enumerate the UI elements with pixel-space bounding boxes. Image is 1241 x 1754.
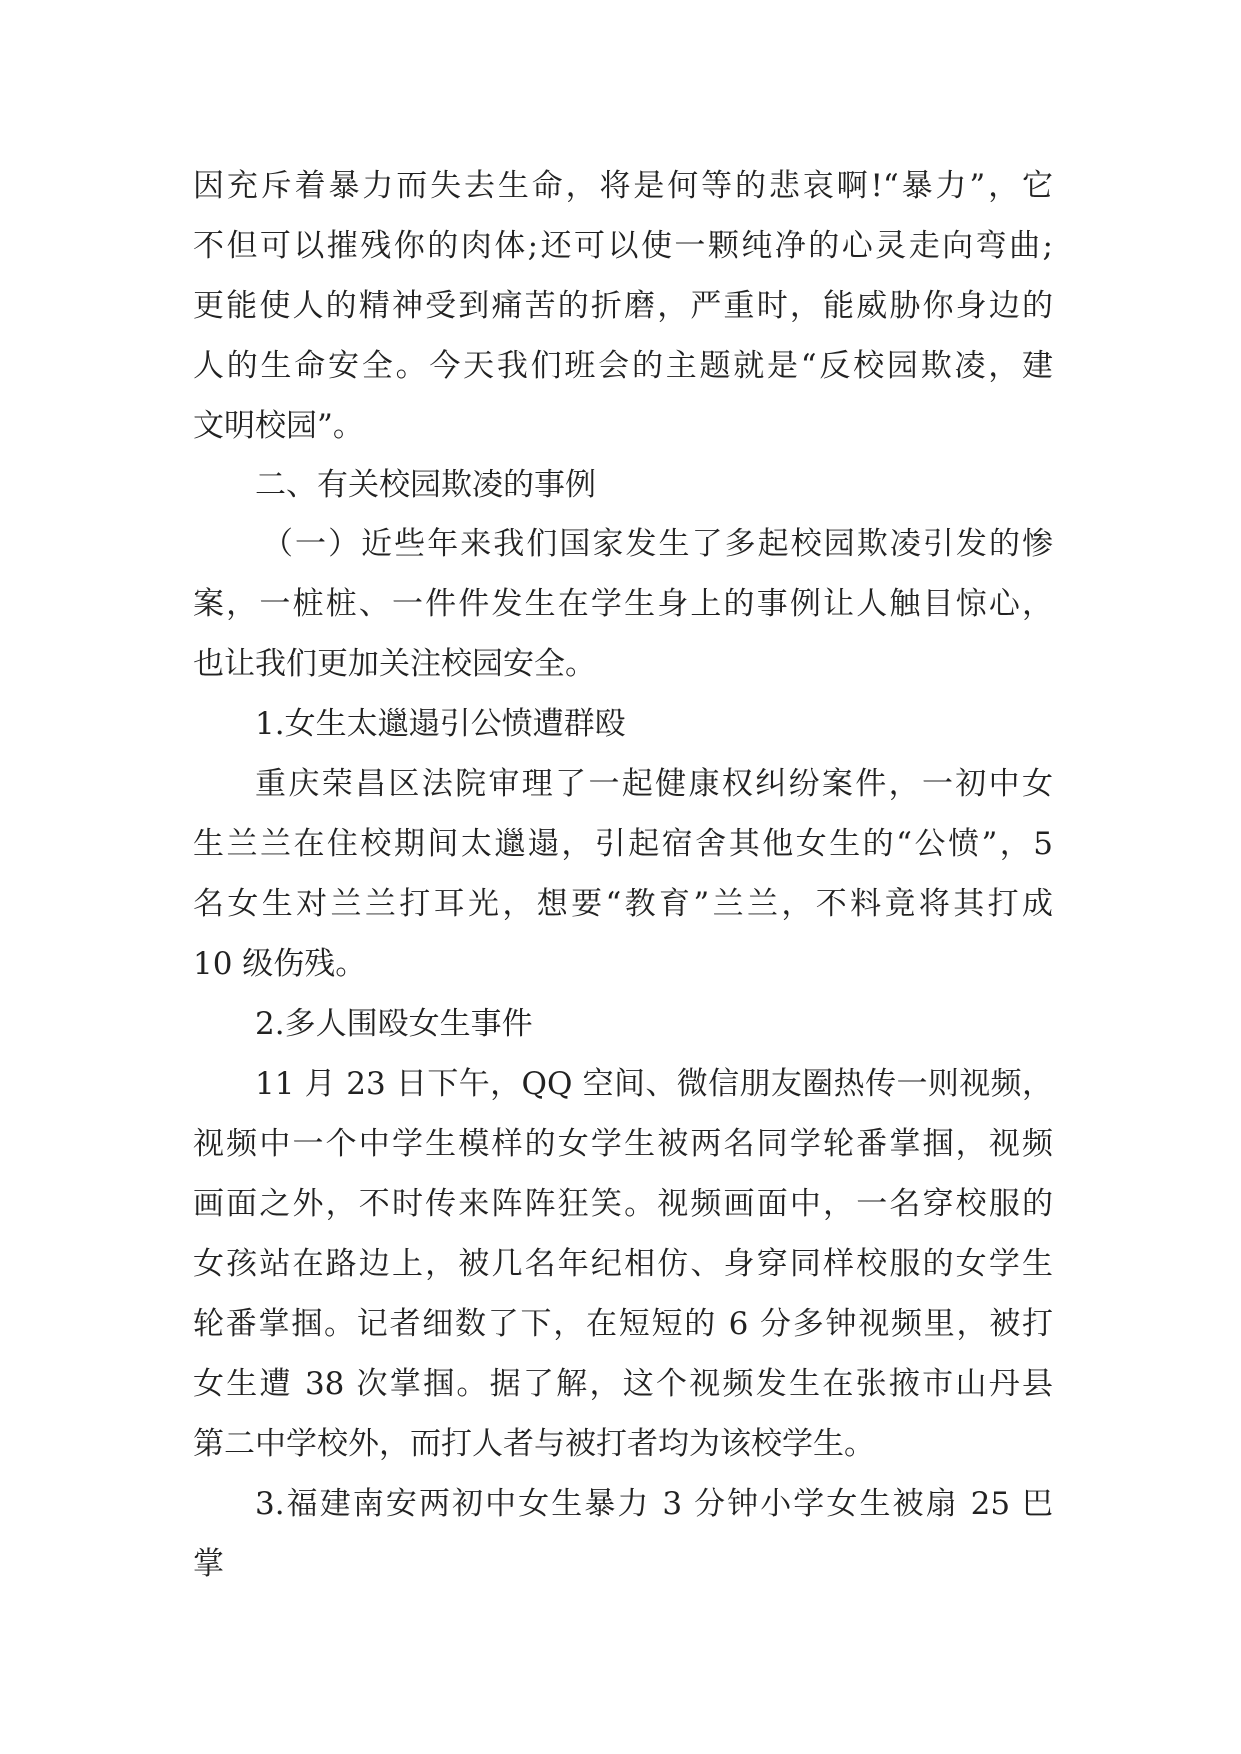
text-line: 因充斥着暴力而失去生命，将是何等的悲哀啊!“暴力”，它 xyxy=(193,168,1053,204)
text-line: 文明校园”。 xyxy=(193,408,364,444)
text-line: 轮番掌掴。记者细数了下，在短短的 6 分多钟视频里，被打 xyxy=(193,1306,1053,1342)
text-line: 11 月 23 日下午，QQ 空间、微信朋友圈热传一则视频， xyxy=(255,1066,1053,1102)
text-line: 女生遭 38 次掌掴。据了解，这个视频发生在张掖市山丹县 xyxy=(193,1366,1053,1402)
section-heading: 二、有关校园欺凌的事例 xyxy=(255,467,596,503)
text-line: 重庆荣昌区法院审理了一起健康权纠纷案件，一初中女 xyxy=(255,766,1053,802)
subsection-heading: 1.女生太邋遢引公愤遭群殴 xyxy=(255,706,626,742)
subsection-heading: 3.福建南安两初中女生暴力 3 分钟小学女生被扇 25 巴 xyxy=(255,1486,1053,1522)
text-line: 也让我们更加关注校园安全。 xyxy=(193,646,596,682)
text-line: 生兰兰在住校期间太邋遢，引起宿舍其他女生的“公愤”，5 xyxy=(193,826,1053,862)
text-line: 人的生命安全。今天我们班会的主题就是“反校园欺凌，建 xyxy=(193,348,1053,384)
text-line: 不但可以摧残你的肉体;还可以使一颗纯净的心灵走向弯曲; xyxy=(193,228,1053,264)
text-line: 名女生对兰兰打耳光，想要“教育”兰兰，不料竟将其打成 xyxy=(193,886,1053,922)
text-line: 更能使人的精神受到痛苦的折磨，严重时，能威胁你身边的 xyxy=(193,288,1053,324)
text-line: （一）近些年来我们国家发生了多起校园欺凌引发的惨 xyxy=(262,526,1053,562)
text-line: 女孩站在路边上，被几名年纪相仿、身穿同样校服的女学生 xyxy=(193,1246,1053,1282)
text-line: 10 级伤残。 xyxy=(193,946,367,982)
text-line: 画面之外，不时传来阵阵狂笑。视频画面中，一名穿校服的 xyxy=(193,1186,1053,1222)
text-line: 掌 xyxy=(193,1546,224,1582)
subsection-heading: 2.多人围殴女生事件 xyxy=(255,1006,533,1042)
text-line: 案，一桩桩、一件件发生在学生身上的事例让人触目惊心， xyxy=(193,586,1053,622)
text-line: 视频中一个中学生模样的女学生被两名同学轮番掌掴，视频 xyxy=(193,1126,1053,1162)
text-line: 第二中学校外，而打人者与被打者均为该校学生。 xyxy=(193,1426,875,1462)
